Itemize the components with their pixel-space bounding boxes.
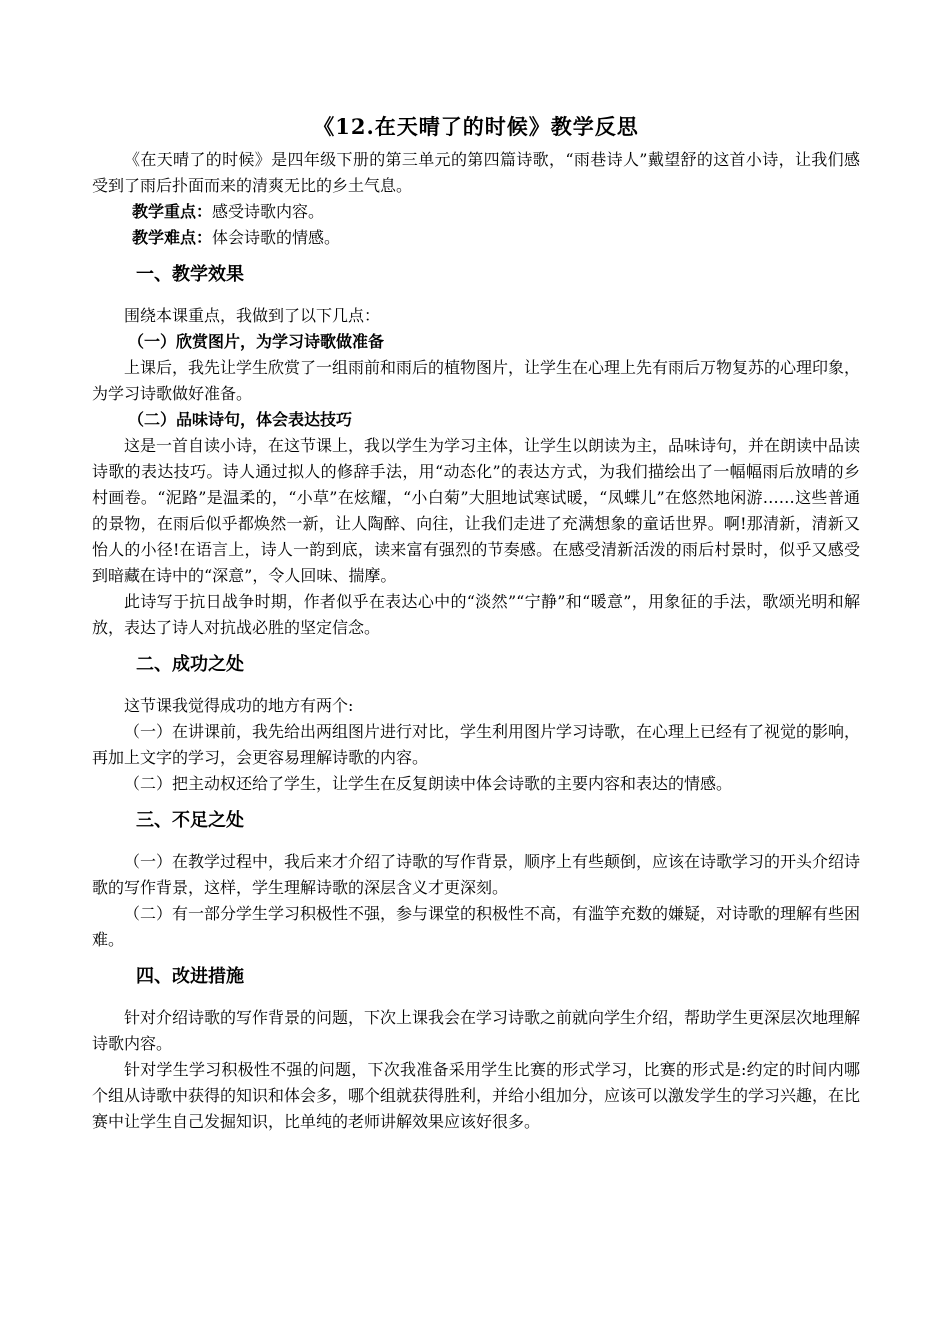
subheading-poem-lines: （二）品味诗句，体会表达技巧: [128, 410, 353, 429]
difficulty-line: [92, 225, 860, 251]
paragraph: 针对介绍诗歌的写作背景的问题，下次上课我会在学习诗歌之前就向学生介绍，帮助学生更深层次地理解诗歌内容。: [92, 1008, 861, 1053]
key-point-line: [92, 199, 860, 225]
paragraph: （二）把主动权还给了学生，让学生在反复朗读中体会诗歌的主要内容和表达的情感。: [124, 774, 733, 793]
section-heading-shortcomings: 三、不足之处: [136, 810, 244, 831]
section-heading-success: 二、成功之处: [136, 654, 244, 675]
key-point-label: 教学重点：: [132, 202, 213, 221]
page-title: 《12.在天晴了的时候》教学反思: [313, 114, 639, 139]
difficulty-text: 体会诗歌的情感。: [212, 228, 341, 247]
paragraph: 针对学生学习积极性不强的问题，下次我准备采用学生比赛的形式学习，比赛的形式是:约定的时间内哪个组从诗歌中获得的知识和体会多，哪个组就获得胜利，并给小组加分，应该可以激发学生的学习兴趣，在比赛中让学生自己发掘知识，比单纯的老师讲解效果应该好很多。: [92, 1060, 861, 1131]
document-body: [92, 110, 860, 1135]
section-lead: 这节课我觉得成功的地方有两个:: [124, 696, 354, 715]
section-heading-improvements: 四、改进措施: [136, 966, 244, 987]
subheading-pictures: （一）欣赏图片，为学习诗歌做准备: [128, 332, 385, 351]
paragraph: （一）在讲课前，我先给出两组图片进行对比，学生利用图片学习诗歌，在心理上已经有了视觉的影响，再加上文字的学习，会更容易理解诗歌的内容。: [92, 722, 861, 767]
section-heading-effect: 一、教学效果: [136, 264, 244, 285]
paragraph: 上课后，我先让学生欣赏了一组雨前和雨后的植物图片，让学生在心理上先有雨后万物复苏的心理印象，为学习诗歌做好准备。: [92, 358, 861, 403]
intro-paragraph: 《在天晴了的时候》是四年级下册的第三单元的第四篇诗歌，“雨巷诗人”戴望舒的这首小诗，让我们感受到了雨后扑面而来的清爽无比的乡土气息。: [92, 150, 860, 195]
paragraph: （二）有一部分学生学习积极性不强，参与课堂的积极性不高，有滥竽充数的嫌疑，对诗歌的理解有些困难。: [92, 904, 861, 949]
paragraph: 此诗写于抗日战争时期，作者似乎在表达心中的“淡然”“宁静”和“暖意”，用象征的手法，歌颂光明和解放，表达了诗人对抗战必胜的坚定信念。: [92, 592, 860, 637]
difficulty-label: 教学难点：: [132, 228, 213, 247]
paragraph: （一）在教学过程中，我后来才介绍了诗歌的写作背景，顺序上有些颠倒，应该在诗歌学习的开头介绍诗歌的写作背景，这样，学生理解诗歌的深层含义才更深刻。: [92, 852, 861, 897]
section-lead: 围绕本课重点，我做到了以下几点：: [124, 306, 381, 325]
key-point-text: 感受诗歌内容。: [212, 202, 325, 221]
paragraph: 这是一首自读小诗，在这节课上，我以学生为学习主体，让学生以朗读为主，品味诗句，并在朗读中品读诗歌的表达技巧。诗人通过拟人的修辞手法，用“动态化”的表达方式，为我们描绘出了一幅幅雨后放晴的乡村画卷。“泥路”是温柔的，“小草”在炫耀，“小白菊”大胆地试寒试暖，“凤蝶儿”在悠然地闲游……这些普通的景物，在雨后似乎都焕然一新，让人陶醉、向往，让我们走进了充满想象的童话世界。啊!那清新，清新又怡人的小径!在语言上，诗人一韵到底，读来富有强烈的节奏感。在感受清新活泼的雨后村景时，似乎又感受到暗藏在诗中的“深意”，令人回味、揣摩。: [92, 436, 861, 585]
